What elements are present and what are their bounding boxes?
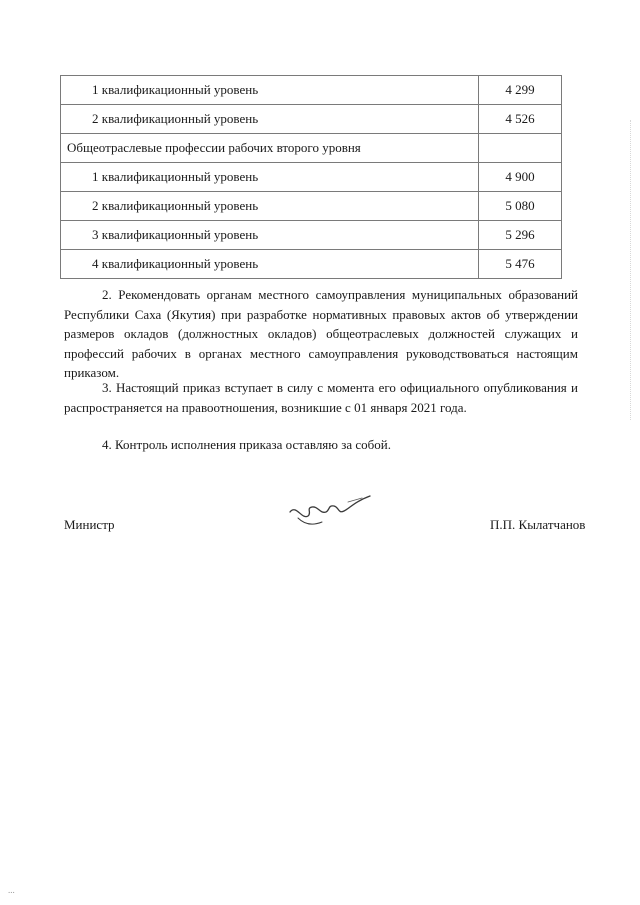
table-row xyxy=(61,221,562,250)
qualification-level-label: 1 квалификационный уровень xyxy=(61,163,479,192)
signer-name: П.П. Кылатчанов xyxy=(490,517,586,532)
salary-value: 4 299 xyxy=(479,76,562,105)
table-row xyxy=(61,134,562,163)
qualification-level-label: 4 квалификационный уровень xyxy=(61,250,479,279)
qualification-level-label: 1 квалификационный уровень xyxy=(61,76,479,105)
paragraph-4: 4. Контроль исполнения приказа оставляю за собой. xyxy=(102,437,391,452)
table-row xyxy=(61,105,562,134)
paragraph-2: 2. Рекомендовать органам местного самоуправления муниципальных образований Республики Саха (Якутия) при разработке нормативных правовых актов об утверждении размеров окладов (должностных окладов) общеотраслевых должностей служащих и профессий рабочих в органах местного самоуправления руководствоваться настоящим приказом. xyxy=(64,287,578,380)
qualification-level-label: 3 квалификационный уровень xyxy=(61,221,479,250)
salary-value xyxy=(479,134,562,163)
salary-value: 5 476 xyxy=(479,250,562,279)
salary-value: 5 080 xyxy=(479,192,562,221)
table-row xyxy=(61,250,562,279)
qualification-level-label: 2 квалификационный уровень xyxy=(61,192,479,221)
paragraph-3: 3. Настоящий приказ вступает в силу с момента его официального опубликования и распространяется на правоотношения, возникшие с 01 января 2021 года. xyxy=(64,380,578,415)
scan-corner-mark: ... xyxy=(8,885,15,895)
handwritten-signature xyxy=(282,490,377,535)
scan-edge-artifact xyxy=(630,120,635,420)
salary-table xyxy=(60,75,562,279)
salary-value: 5 296 xyxy=(479,221,562,250)
table-row xyxy=(61,76,562,105)
qualification-level-label: Общеотраслевые профессии рабочих второго уровня xyxy=(61,134,479,163)
table-row xyxy=(61,192,562,221)
qualification-level-label: 2 квалификационный уровень xyxy=(61,105,479,134)
salary-table-body xyxy=(61,76,562,279)
table-row xyxy=(61,163,562,192)
salary-value: 4 900 xyxy=(479,163,562,192)
salary-value: 4 526 xyxy=(479,105,562,134)
signer-title: Министр xyxy=(64,517,115,532)
